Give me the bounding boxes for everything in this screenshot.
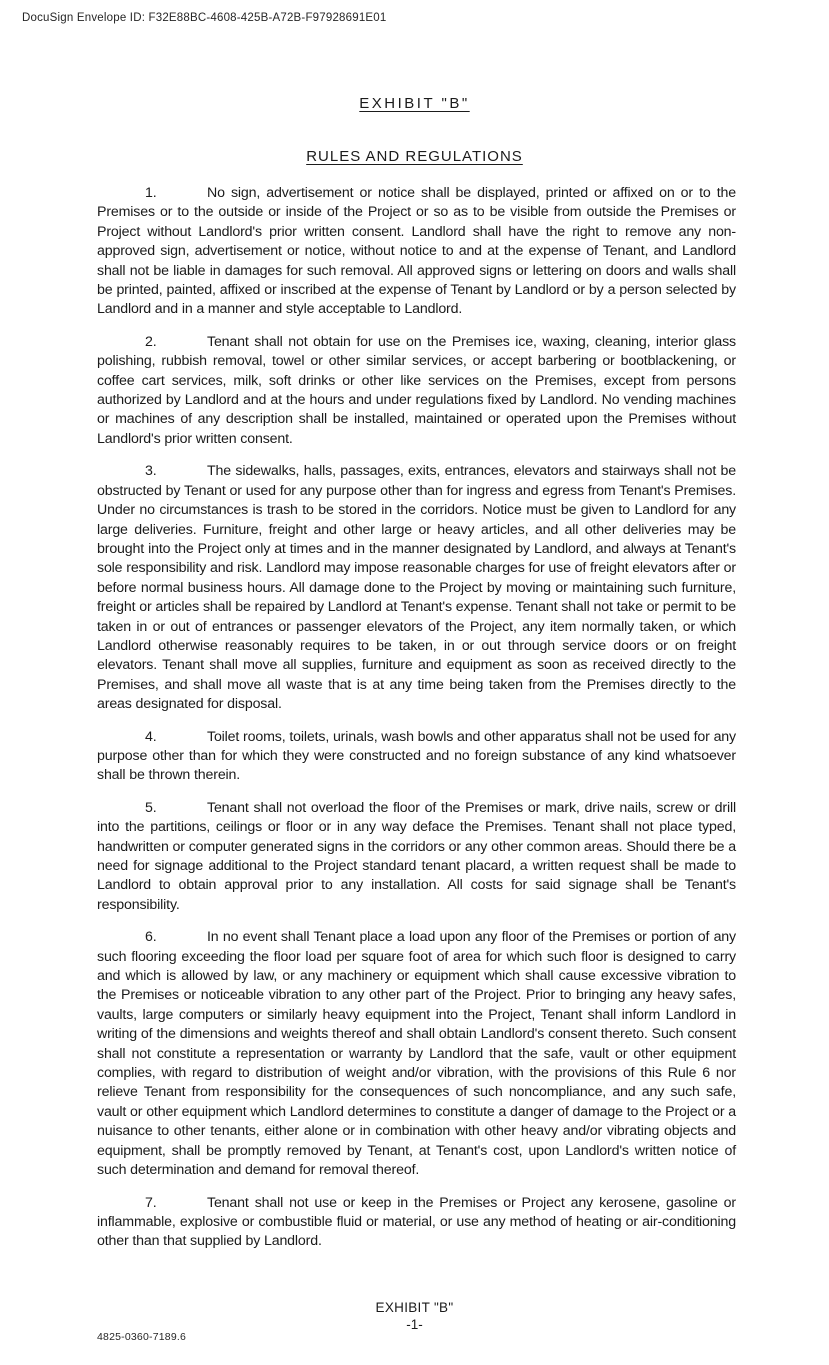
- rule-number-6: 6.: [145, 929, 157, 946]
- rule-text-6: In no event shall Tenant place a load upon any floor of the Premises or portion of any such flooring exceeding the floor load per square foot of area for which such floor is designed to carry and which is allowed by law, or any machinery or equipment which shall cause excessive vibration to the Premises or noticeable vibration to any other part of the Project. Prior to bringing any heavy safes, vaults, large computers or similarly heavy equipment into the Project, Tenant shall inform Landlord in writing of the dimensions and weights thereof and shall obtain Landlord's consent thereto. Such consent shall not constitute a representation or warranty by Landlord that the safe, vault or other equipment complies, with regard to distribution of weight and/or vibration, with the provisions of this Rule 6 nor relieve Tenant from responsibility for the consequences of such noncompliance, and any such safe, vault or other equipment which Landlord determines to constitute a danger of damage to the Project or a nuisance to other tenants, either alone or in combination with other heavy and/or vibrating objects and equipment, shall be promptly removed by Tenant, at Tenant's cost, upon Landlord's written notice of such determination and demand for removal thereof.: [97, 929, 736, 1179]
- section-title-text: RULES AND REGULATIONS: [306, 148, 523, 165]
- exhibit-title-text: EXHIBIT "B": [359, 95, 470, 112]
- rule-paragraph-7: [97, 1194, 736, 1252]
- footer-exhibit-label: EXHIBIT "B": [375, 1300, 454, 1315]
- rule-number-5: 5.: [145, 799, 157, 816]
- rule-paragraph-3: [97, 462, 736, 714]
- rule-number-1: 1.: [145, 185, 157, 201]
- exhibit-title: [0, 95, 829, 112]
- docusign-envelope-id: DocuSign Envelope ID: F32E88BC-4608-425B-A72B-F97928691E01: [22, 12, 387, 24]
- rule-paragraph-6: [97, 928, 736, 1180]
- footer-page-number: -1-: [406, 1317, 423, 1332]
- rule-text-4: Toilet rooms, toilets, urinals, wash bowls and other apparatus shall not be used for any purpose other than for which they were constructed and no foreign substance of any kind whatsoever shall be thrown therein.: [97, 728, 736, 784]
- rule-number-2: 2.: [145, 333, 157, 350]
- rule-paragraph-1: [97, 184, 736, 320]
- rule-number-4: 4.: [145, 728, 157, 745]
- rule-number-3: 3.: [145, 463, 157, 480]
- rule-paragraph-2: [97, 333, 736, 449]
- rule-text-5: Tenant shall not overload the floor of the Premises or mark, drive nails, screw or drill into the partitions, ceilings or floor or in any way deface the Premises. Tenant shall not place typed, handwritten or computer generated signs in the corridors or any other common areas. Should there be a need for signage additional to the Project standard tenant placard, a written request shall be made to Landlord to obtain approval prior to any installation. All costs for said signage shall be Tenant's responsibility.: [97, 799, 736, 913]
- document-body: [97, 184, 736, 1265]
- rule-text-1: No sign, advertisement or notice shall be displayed, printed or affixed on or to the Premises or to the outside or inside of the Project or so as to be visible from outside the Premises or Project without Landlord's prior written consent. Landlord shall have the right to remove any non-approved sign, advertisement or notice, without notice to and at the expense of Tenant, and Landlord shall not be liable in damages for such removal. All approved signs or lettering on doors and walls shall be printed, painted, affixed or inscribed at the expense of Tenant by Landlord or by a person selected by Landlord and in a manner and style acceptable to Landlord.: [97, 185, 736, 318]
- rule-paragraph-4: [97, 728, 736, 786]
- rule-text-2: Tenant shall not obtain for use on the Premises ice, waxing, cleaning, interior glass polishing, rubbish removal, towel or other similar services, or accept barbering or bootblackening, or coffee cart services, milk, soft drinks or other like services on the Premises, except from persons authorized by Landlord and at the hours and under regulations fixed by Landlord. No vending machines or machines of any description shall be installed, maintained or operated upon the Premises without Landlord's prior written consent.: [97, 333, 736, 447]
- rule-paragraph-5: [97, 799, 736, 915]
- footer-doc-number: 4825-0360-7189.6: [97, 1331, 187, 1343]
- section-title: [0, 148, 829, 165]
- rule-number-7: 7.: [145, 1194, 157, 1211]
- rule-text-3: The sidewalks, halls, passages, exits, entrances, elevators and stairways shall not be obstructed by Tenant or used for any purpose other than for ingress and egress from Tenant's Premises. Under no circumstances is trash to be stored in the corridors. Notice must be given to Landlord for any large deliveries. Furniture, freight and other large or heavy articles, and all other deliveries may be brought into the Project only at times and in the manner designated by Landlord, and always at Tenant's sole responsibility and risk. Landlord may impose reasonable charges for use of freight elevators after or before normal business hours. All damage done to the Project by moving or maintaining such furniture, freight or articles shall be repaired by Landlord at Tenant's expense. Tenant shall not take or permit to be taken in or out of entrances or passenger elevators of the Project, any item normally taken, or which Landlord otherwise reasonably requires to be taken, in or out through service doors or on freight elevators. Tenant shall move all supplies, furniture and equipment as soon as received directly to the Premises, and shall move all waste that is at any time being taken from the Premises directly to the areas designated for disposal.: [97, 463, 736, 713]
- rule-text-7: Tenant shall not use or keep in the Premises or Project any kerosene, gasoline or inflammable, explosive or combustible fluid or material, or use any method of heating or air-conditioning other than that supplied by Landlord.: [97, 1194, 736, 1250]
